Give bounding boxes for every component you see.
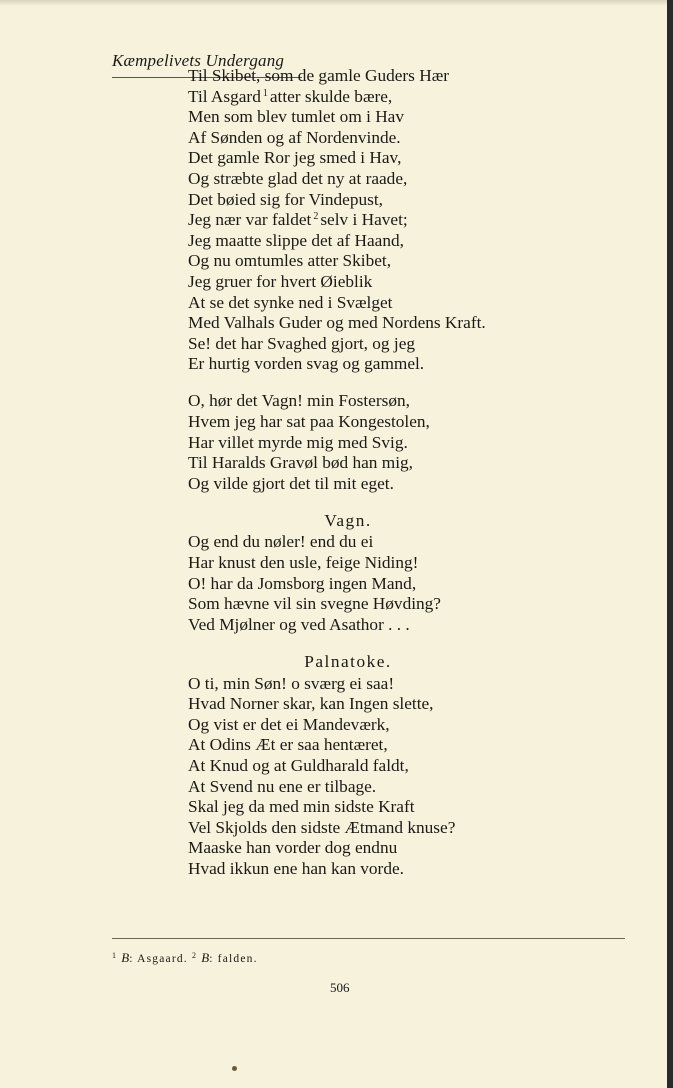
verse-line [188, 838, 648, 859]
line-text: Til Asgard [188, 86, 261, 106]
verse-line [188, 412, 648, 433]
line-text: O ti, min Søn! o sværg ei saa! [188, 673, 395, 693]
line-text: Skal jeg da med min sidste Kraft [188, 797, 415, 817]
verse-line [188, 474, 648, 495]
verse-line [188, 293, 648, 314]
line-text: At Knud og at Guldharald faldt, [188, 755, 409, 775]
footnotes: $^1$ B: Asgaard. $^2$ B: falden. [112, 950, 258, 965]
verse-line [188, 453, 648, 474]
verse-line [188, 433, 648, 454]
line-text: Det bøied sig for Vindepust, [188, 189, 383, 209]
verse-line [188, 715, 648, 736]
verse-line [188, 169, 648, 190]
line-text: Har villet myrde mig med Svig. [188, 432, 408, 452]
line-text: Jeg gruer for hvert Øieblik [188, 271, 373, 291]
line-text: Og stræbte glad det ny at raade, [188, 168, 408, 188]
line-text: Til Skibet, som de gamle Guders Hær [188, 66, 449, 85]
line-text: Og end du nøler! end du ei [188, 532, 374, 552]
verse-line [188, 553, 648, 574]
line-text: Og vist er det ei Mandeværk, [188, 714, 390, 734]
line-text: Det gamle Ror jeg smed i Hav, [188, 148, 402, 168]
line-text-after: selv i Havet; [320, 210, 408, 230]
line-text-after: atter skulde bære, [269, 86, 393, 106]
verse-line [188, 272, 648, 293]
verse-line [188, 87, 648, 108]
line-text: Til Haralds Gravøl bød han mig, [188, 453, 413, 473]
line-text: Jeg nær var faldet [188, 210, 312, 230]
footnote-source: B [201, 950, 210, 965]
line-text: Jeg maatte slippe det af Haand, [188, 230, 404, 250]
line-text: At Odins Æt er saa hentæret, [188, 735, 388, 755]
running-head: Kæmpelivets Undergang [112, 51, 285, 70]
verse-line [188, 128, 648, 149]
verse-line [188, 818, 648, 839]
line-text: Med Valhals Guder og med Nordens Kraft. [188, 313, 486, 333]
verse-line [188, 251, 648, 272]
verse-line [188, 354, 648, 375]
line-text: Af Sønden og af Nordenvinde. [188, 127, 401, 147]
verse-line [188, 66, 648, 87]
verse-line [188, 859, 648, 880]
line-text: Se! det har Svaghed gjort, og jeg [188, 333, 416, 353]
verse-line [188, 391, 648, 412]
verse-line [188, 210, 648, 231]
verse-line [188, 190, 648, 211]
line-text: Har knust den usle, feige Niding! [188, 553, 419, 573]
verse-line [188, 735, 648, 756]
verse-line [188, 694, 648, 715]
footnote-number: 1 [112, 951, 118, 960]
line-text: Hvad Norner skar, kan Ingen slette, [188, 694, 434, 714]
footnote-text: Asgaard. [137, 953, 188, 965]
line-text: Er hurtig vorden svag og gammel. [188, 354, 425, 374]
page-number: 506 [330, 980, 350, 995]
line-text: Og vilde gjort det til mit eget. [188, 473, 394, 493]
verse-line [188, 107, 648, 128]
ink-spot [232, 1066, 237, 1071]
stanza-gap [188, 494, 648, 511]
verse-line [188, 756, 648, 777]
line-text: O, hør det Vagn! min Fostersøn, [188, 391, 410, 411]
verse-line [188, 231, 648, 252]
footnote-marker: 1 [262, 87, 268, 99]
verse-line [188, 674, 648, 695]
verse-line [188, 594, 648, 615]
stanza-gap [188, 635, 648, 652]
line-text: Vel Skjolds den sidste Ætmand knuse? [188, 817, 456, 837]
verse-line [188, 615, 648, 636]
line-text: Ved Mjølner og ved Asathor . . . [188, 614, 410, 634]
line-text: Hvem jeg har sat paa Kongestolen, [188, 412, 430, 431]
verse-body [188, 66, 648, 879]
line-text: Som hævne vil sin svegne Høvding? [188, 594, 441, 614]
verse-line [188, 532, 648, 553]
speaker-name: Palnatoke. [304, 651, 392, 671]
verse-line [188, 148, 648, 169]
stanza-gap [188, 375, 648, 392]
footnote-text: falden. [217, 953, 258, 965]
footnote-marker: 2 [313, 211, 319, 223]
verse-line [188, 574, 648, 595]
line-text: At Svend nu ene er tilbage. [188, 776, 377, 796]
line-text: At se det synke ned i Svælget [188, 292, 393, 312]
verse-line [188, 334, 648, 355]
line-text: Hvad ikkun ene han kan vorde. [188, 858, 404, 878]
line-text: Og nu omtumles atter Skibet, [188, 251, 392, 271]
line-text: O! har da Jomsborg ingen Mand, [188, 573, 417, 593]
footnote-source: B [121, 950, 130, 965]
footnote-number: 2 [191, 951, 198, 960]
line-text: Men som blev tumlet om i Hav [188, 107, 404, 127]
line-text: Maaske han vorder dog endnu [188, 838, 398, 858]
verse-line [188, 797, 648, 818]
verse-line [188, 313, 648, 334]
speaker-name: Vagn. [324, 510, 372, 530]
verse-line [188, 777, 648, 798]
footnote-rule [112, 938, 625, 939]
